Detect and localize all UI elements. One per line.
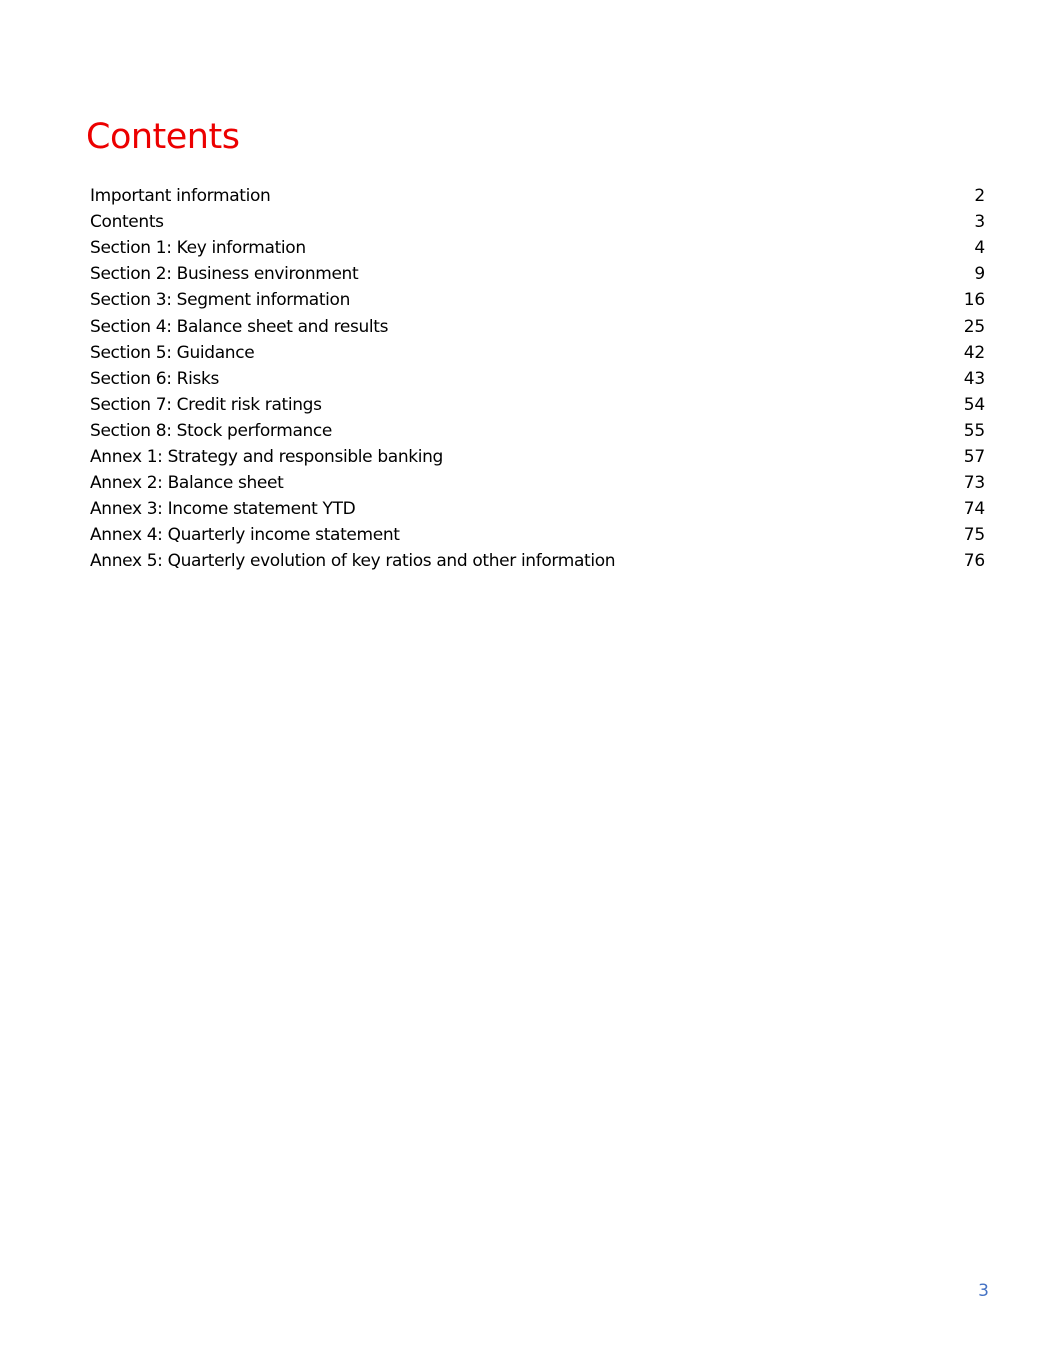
toc-entry-label: Contents xyxy=(90,212,164,233)
toc-entry-label: Annex 5: Quarterly evolution of key ratios and other information xyxy=(90,551,616,572)
toc-entry[interactable] xyxy=(90,418,985,444)
page-number: 3 xyxy=(978,1281,989,1301)
toc-entry-label: Section 3: Segment information xyxy=(90,290,351,311)
toc-entry-page: 55 xyxy=(963,420,985,441)
toc-entry[interactable] xyxy=(90,261,985,287)
table-of-contents xyxy=(90,183,985,574)
toc-entry[interactable] xyxy=(90,548,985,574)
toc-entry-label: Section 5: Guidance xyxy=(90,342,255,363)
toc-entry-label: Section 4: Balance sheet and results xyxy=(90,316,389,337)
toc-entry-page: 4 xyxy=(974,238,985,259)
toc-entry[interactable] xyxy=(90,287,985,313)
toc-entry-label: Annex 3: Income statement YTD xyxy=(90,499,356,520)
toc-entry-page: 76 xyxy=(963,551,985,572)
toc-entry-label: Section 8: Stock performance xyxy=(90,420,333,441)
toc-entry-label: Annex 1: Strategy and responsible banking xyxy=(90,446,444,467)
toc-entry[interactable] xyxy=(90,444,985,470)
toc-entry-page: 2 xyxy=(974,186,985,207)
toc-entry[interactable] xyxy=(90,340,985,366)
toc-entry-page: 3 xyxy=(974,212,985,233)
toc-entry[interactable] xyxy=(90,496,985,522)
page-title: Contents xyxy=(86,117,240,157)
toc-entry-label: Annex 4: Quarterly income statement xyxy=(90,525,400,546)
toc-entry-page: 16 xyxy=(963,290,985,311)
toc-entry-page: 73 xyxy=(963,473,985,494)
toc-entry-page: 74 xyxy=(963,499,985,520)
toc-entry-page: 75 xyxy=(963,525,985,546)
toc-entry-label: Section 6: Risks xyxy=(90,368,220,389)
toc-entry-page: 42 xyxy=(963,342,985,363)
toc-entry[interactable] xyxy=(90,313,985,339)
toc-entry-page: 9 xyxy=(974,264,985,285)
toc-entry-label: Annex 2: Balance sheet xyxy=(90,473,284,494)
toc-entry-page: 54 xyxy=(963,394,985,415)
toc-entry[interactable] xyxy=(90,470,985,496)
toc-entry[interactable] xyxy=(90,209,985,235)
toc-entry-page: 43 xyxy=(963,368,985,389)
toc-entry[interactable] xyxy=(90,522,985,548)
toc-entry[interactable] xyxy=(90,392,985,418)
toc-entry-label: Section 1: Key information xyxy=(90,238,306,259)
toc-entry-page: 25 xyxy=(963,316,985,337)
toc-entry-page: 57 xyxy=(963,446,985,467)
toc-entry[interactable] xyxy=(90,366,985,392)
toc-entry-label: Section 2: Business environment xyxy=(90,264,359,285)
toc-entry-label: Section 7: Credit risk ratings xyxy=(90,394,322,415)
toc-entry[interactable] xyxy=(90,183,985,209)
toc-entry-label: Important information xyxy=(90,186,271,207)
toc-entry[interactable] xyxy=(90,235,985,261)
